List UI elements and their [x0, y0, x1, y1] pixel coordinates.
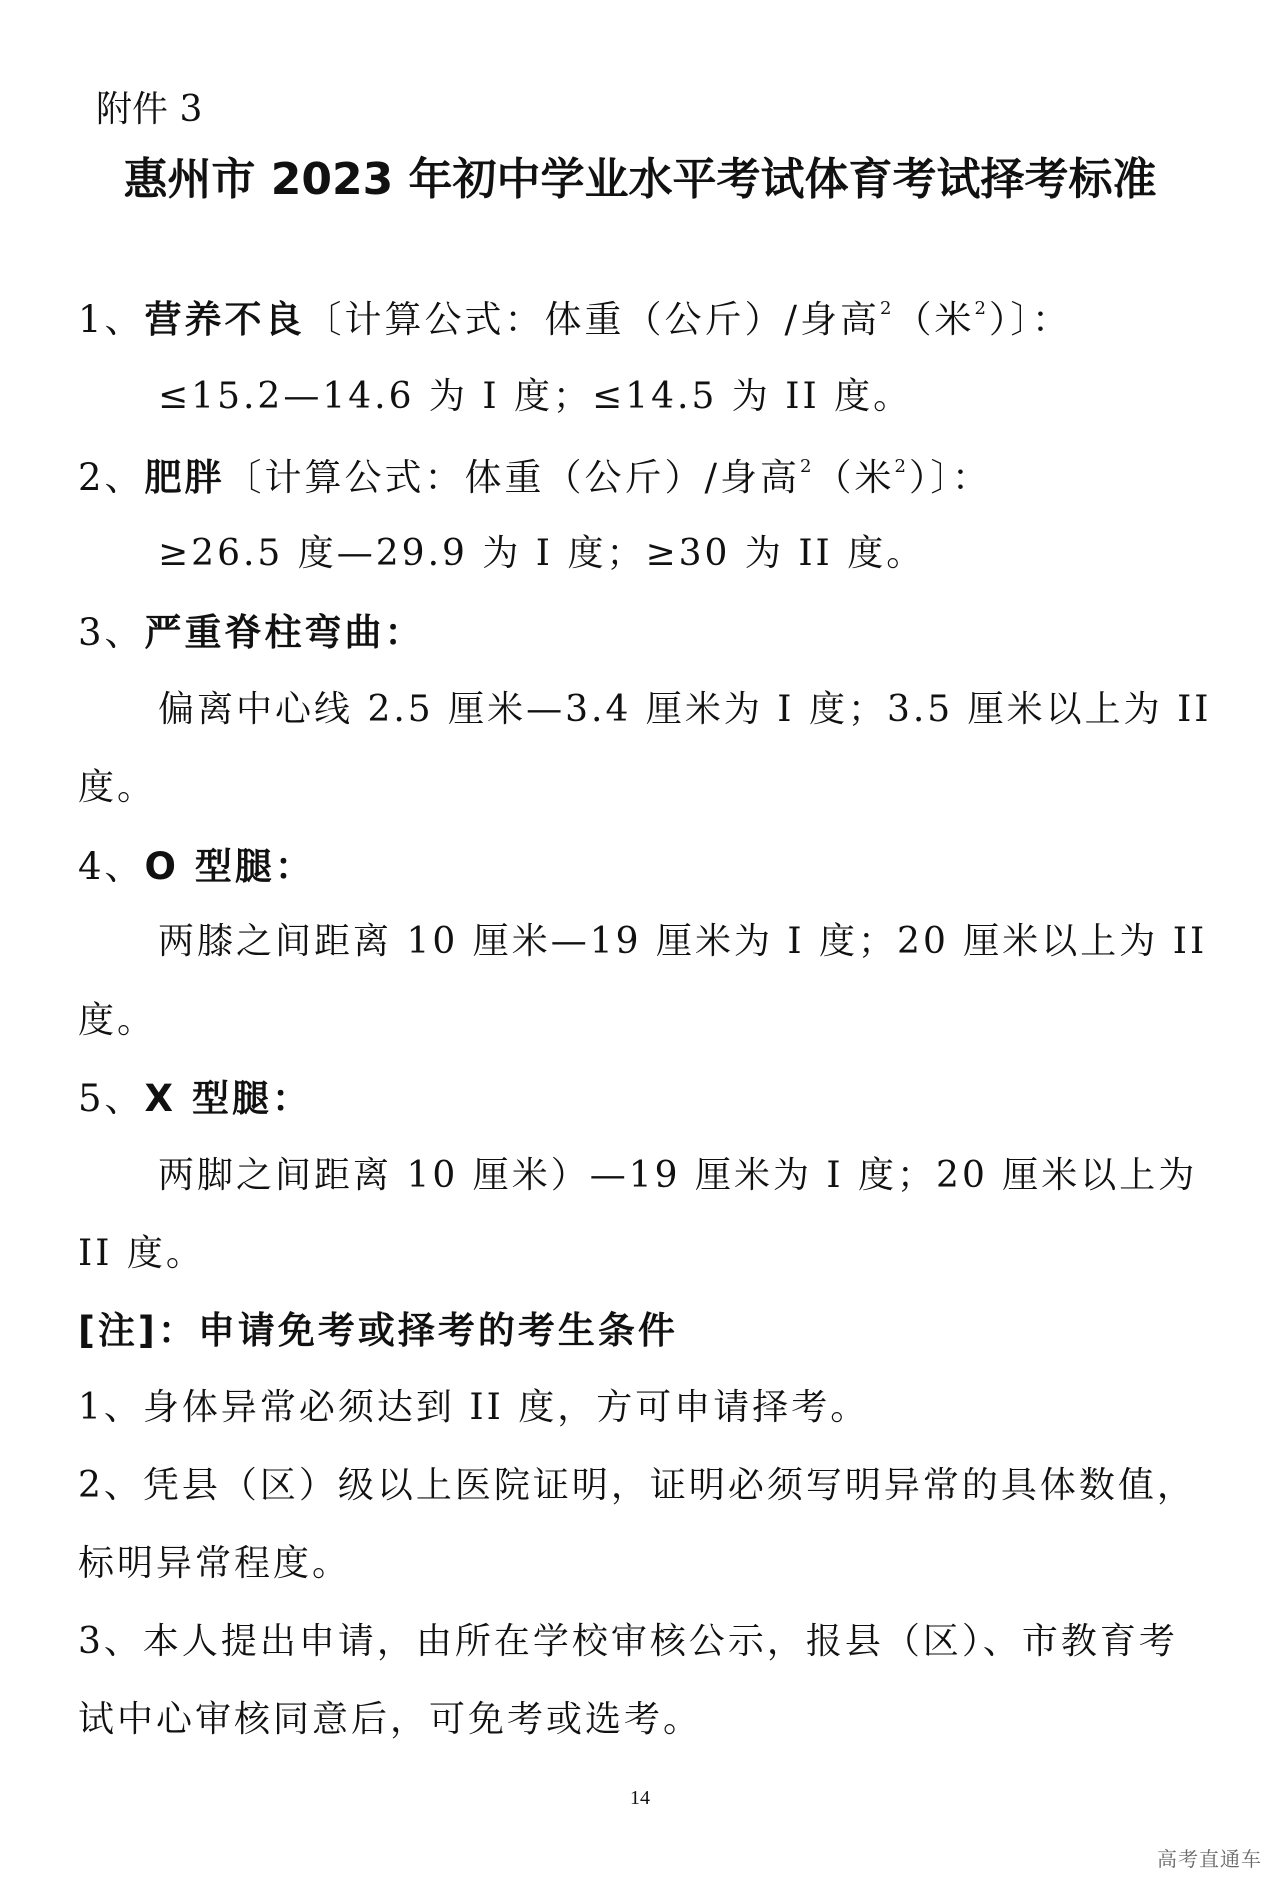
section-2-formula: 〔计算公式：体重（公斤）/身高$^2$（米$^2$）〕： — [224, 456, 992, 499]
section-3-title: 严重脊柱弯曲： — [144, 611, 425, 654]
section-1-title: 营养不良 — [144, 298, 305, 341]
section-3-heading — [78, 611, 425, 654]
section-1-detail: ≤15.2—14.6 为 I 度；≤14.5 为 II 度。 — [158, 376, 913, 417]
section-4-heading — [78, 845, 315, 888]
section-3-detail-line-1: 偏离中心线 2.5 厘米—3.4 厘米为 I 度；3.5 厘米以上为 II — [158, 689, 1212, 730]
section-2-title: 肥胖 — [144, 456, 225, 499]
section-2-number: 2、 — [78, 456, 145, 499]
section-5-heading — [78, 1077, 312, 1120]
section-1-formula: 〔计算公式：体重（公斤）/身高$^2$（米$^2$）〕： — [304, 298, 1072, 341]
section-5-detail-line-1: 两脚之间距离 10 厘米）—19 厘米为 I 度；20 厘米以上为 — [158, 1155, 1198, 1196]
section-3-detail-line-2: 度。 — [78, 767, 157, 808]
section-5-number: 5、 — [78, 1077, 145, 1120]
note-item-2-line-2: 标明异常程度。 — [78, 1543, 352, 1584]
note-item-3-line-2: 试中心审核同意后，可免考或选考。 — [78, 1699, 703, 1740]
section-5-title: X 型腿： — [144, 1077, 312, 1120]
section-2-detail: ≥26.5 度—29.9 为 I 度；≥30 为 II 度。 — [158, 533, 926, 574]
note-item-2-line-1: 2、凭县（区）级以上医院证明，证明必须写明异常的具体数值， — [78, 1465, 1196, 1506]
section-1-number: 1、 — [78, 298, 145, 341]
note-item-1: 1、身体异常必须达到 II 度，方可申请择考。 — [78, 1387, 870, 1428]
attachment-label: 附件 3 — [96, 89, 203, 130]
section-3-number: 3、 — [78, 611, 145, 654]
section-2-heading — [78, 456, 992, 499]
section-4-detail-line-2: 度。 — [78, 1000, 157, 1041]
page-title: 惠州市 2023 年初中学业水平考试体育考试择考标准 — [123, 154, 1157, 205]
section-4-detail-line-1: 两膝之间距离 10 厘米—19 厘米为 I 度；20 厘米以上为 II — [158, 921, 1208, 962]
section-5-detail-line-2: II 度。 — [78, 1233, 205, 1274]
section-4-title: O 型腿： — [144, 845, 315, 888]
note-item-3-line-1: 3、本人提出申请，由所在学校审核公示，报县（区）、市教育考 — [78, 1621, 1178, 1662]
section-1-heading — [78, 298, 1072, 341]
note-heading: [注]：申请免考或择考的考生条件 — [78, 1309, 678, 1352]
page-number: 14 — [630, 1787, 650, 1809]
watermark: 高考直通车 — [1157, 1847, 1262, 1871]
section-4-number: 4、 — [78, 845, 145, 888]
